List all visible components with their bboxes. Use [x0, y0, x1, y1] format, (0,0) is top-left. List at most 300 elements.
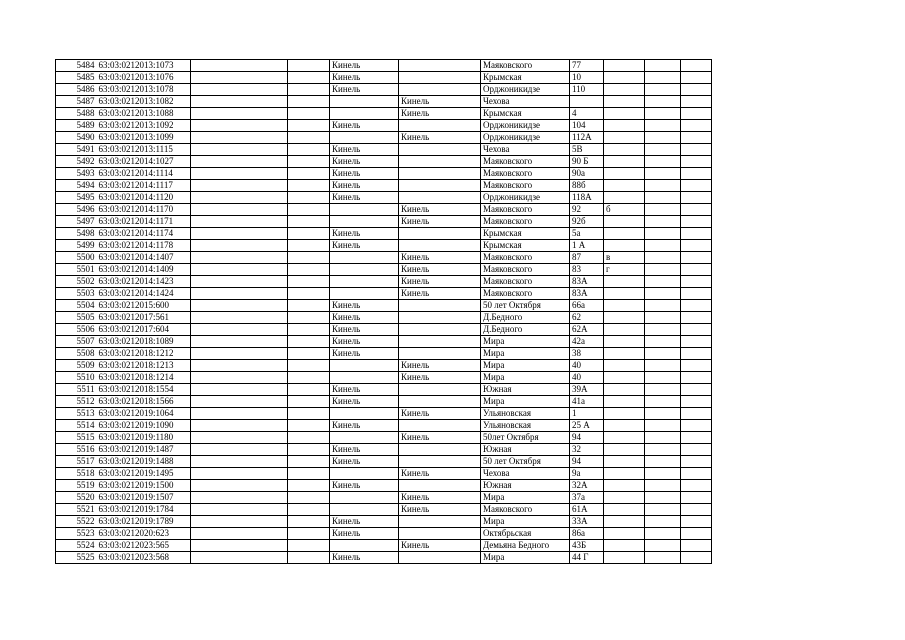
suffix-cell	[604, 180, 645, 192]
house-cell: 62А	[570, 324, 604, 336]
col-empty-1	[191, 408, 288, 420]
col-empty-3	[645, 516, 681, 528]
street-cell: Чехова	[481, 468, 570, 480]
col-empty-2	[288, 72, 330, 84]
house-cell	[570, 96, 604, 108]
city-cell	[330, 216, 399, 228]
suffix-cell	[604, 480, 645, 492]
table-row	[56, 252, 712, 264]
house-cell: 104	[570, 120, 604, 132]
table-row	[56, 300, 712, 312]
city-alt-cell: Кинель	[399, 360, 481, 372]
table-row	[56, 60, 712, 72]
street-cell: Маяковского	[481, 264, 570, 276]
row-number: 5486	[56, 84, 97, 96]
row-number: 5485	[56, 72, 97, 84]
col-empty-4	[681, 324, 712, 336]
city-alt-cell	[399, 336, 481, 348]
city-cell	[330, 372, 399, 384]
house-cell: 92б	[570, 216, 604, 228]
col-empty-4	[681, 516, 712, 528]
city-cell: Кинель	[330, 456, 399, 468]
row-number: 5504	[56, 300, 97, 312]
table-row	[56, 264, 712, 276]
table-row	[56, 384, 712, 396]
col-empty-3	[645, 156, 681, 168]
house-cell: 10	[570, 72, 604, 84]
city-cell: Кинель	[330, 528, 399, 540]
house-cell: 94	[570, 432, 604, 444]
cadastral-number: 63:03:0212014:1178	[97, 240, 191, 252]
col-empty-2	[288, 528, 330, 540]
city-cell	[330, 276, 399, 288]
house-cell: 42а	[570, 336, 604, 348]
cadastral-number: 63:03:0212014:1117	[97, 180, 191, 192]
city-cell	[330, 96, 399, 108]
street-cell: Мира	[481, 336, 570, 348]
row-number: 5522	[56, 516, 97, 528]
col-empty-1	[191, 120, 288, 132]
house-cell: 66а	[570, 300, 604, 312]
col-empty-3	[645, 384, 681, 396]
row-number: 5520	[56, 492, 97, 504]
street-cell: Маяковского	[481, 276, 570, 288]
house-cell: 1 А	[570, 240, 604, 252]
street-cell: Маяковского	[481, 204, 570, 216]
suffix-cell	[604, 324, 645, 336]
col-empty-3	[645, 324, 681, 336]
table-row	[56, 204, 712, 216]
col-empty-1	[191, 228, 288, 240]
cadastral-number: 63:03:0212018:1089	[97, 336, 191, 348]
city-cell	[330, 252, 399, 264]
suffix-cell	[604, 312, 645, 324]
street-cell: Демьяна Бедного	[481, 540, 570, 552]
suffix-cell: б	[604, 204, 645, 216]
table-row	[56, 132, 712, 144]
cadastral-number: 63:03:0212019:1495	[97, 468, 191, 480]
suffix-cell	[604, 408, 645, 420]
col-empty-2	[288, 348, 330, 360]
col-empty-3	[645, 84, 681, 96]
row-number: 5509	[56, 360, 97, 372]
col-empty-3	[645, 72, 681, 84]
suffix-cell	[604, 444, 645, 456]
suffix-cell	[604, 372, 645, 384]
city-alt-cell	[399, 228, 481, 240]
col-empty-4	[681, 372, 712, 384]
table-row	[56, 96, 712, 108]
house-cell: 90 Б	[570, 156, 604, 168]
city-cell: Кинель	[330, 396, 399, 408]
col-empty-2	[288, 300, 330, 312]
suffix-cell	[604, 540, 645, 552]
street-cell: Мира	[481, 396, 570, 408]
city-alt-cell: Кинель	[399, 540, 481, 552]
suffix-cell	[604, 192, 645, 204]
table-row	[56, 348, 712, 360]
col-empty-4	[681, 264, 712, 276]
col-empty-2	[288, 324, 330, 336]
col-empty-1	[191, 456, 288, 468]
cadastral-number: 63:03:0212023:565	[97, 540, 191, 552]
col-empty-4	[681, 108, 712, 120]
street-cell: Мира	[481, 552, 570, 564]
city-alt-cell	[399, 240, 481, 252]
col-empty-2	[288, 432, 330, 444]
col-empty-3	[645, 420, 681, 432]
table-row	[56, 540, 712, 552]
col-empty-1	[191, 240, 288, 252]
street-cell: Маяковского	[481, 180, 570, 192]
col-empty-4	[681, 192, 712, 204]
col-empty-1	[191, 432, 288, 444]
street-cell: Орджоникидзе	[481, 84, 570, 96]
city-cell: Кинель	[330, 420, 399, 432]
city-cell: Кинель	[330, 312, 399, 324]
table-row	[56, 396, 712, 408]
cadastral-number: 63:03:0212014:1170	[97, 204, 191, 216]
street-cell: Южная	[481, 384, 570, 396]
col-empty-3	[645, 96, 681, 108]
house-cell: 40	[570, 360, 604, 372]
city-cell: Кинель	[330, 180, 399, 192]
city-cell: Кинель	[330, 60, 399, 72]
cadastral-number: 63:03:0212019:1500	[97, 480, 191, 492]
street-cell: Маяковского	[481, 216, 570, 228]
table-row	[56, 372, 712, 384]
city-cell: Кинель	[330, 192, 399, 204]
suffix-cell	[604, 168, 645, 180]
row-number: 5491	[56, 144, 97, 156]
cadastral-number: 63:03:0212013:1088	[97, 108, 191, 120]
city-alt-cell: Кинель	[399, 108, 481, 120]
col-empty-1	[191, 492, 288, 504]
city-alt-cell	[399, 384, 481, 396]
city-cell: Кинель	[330, 144, 399, 156]
col-empty-1	[191, 276, 288, 288]
col-empty-2	[288, 492, 330, 504]
col-empty-2	[288, 552, 330, 564]
suffix-cell: в	[604, 252, 645, 264]
table-row	[56, 480, 712, 492]
suffix-cell	[604, 516, 645, 528]
city-alt-cell: Кинель	[399, 216, 481, 228]
street-cell: Орджоникидзе	[481, 120, 570, 132]
street-cell: Чехова	[481, 144, 570, 156]
suffix-cell	[604, 228, 645, 240]
city-alt-cell	[399, 192, 481, 204]
col-empty-3	[645, 312, 681, 324]
street-cell: Октябрьская	[481, 528, 570, 540]
cadastral-number: 63:03:0212018:1566	[97, 396, 191, 408]
suffix-cell	[604, 420, 645, 432]
house-cell: 61А	[570, 504, 604, 516]
city-alt-cell	[399, 300, 481, 312]
col-empty-1	[191, 360, 288, 372]
col-empty-3	[645, 180, 681, 192]
street-cell: Ульяновская	[481, 408, 570, 420]
col-empty-2	[288, 312, 330, 324]
col-empty-2	[288, 204, 330, 216]
col-empty-4	[681, 480, 712, 492]
col-empty-4	[681, 420, 712, 432]
city-cell: Кинель	[330, 480, 399, 492]
col-empty-2	[288, 228, 330, 240]
city-cell	[330, 468, 399, 480]
col-empty-4	[681, 348, 712, 360]
table-row	[56, 240, 712, 252]
col-empty-1	[191, 72, 288, 84]
street-cell: Мира	[481, 348, 570, 360]
cadastral-number: 63:03:0212019:1064	[97, 408, 191, 420]
house-cell: 4	[570, 108, 604, 120]
col-empty-1	[191, 528, 288, 540]
table-row	[56, 420, 712, 432]
col-empty-2	[288, 468, 330, 480]
suffix-cell	[604, 84, 645, 96]
suffix-cell	[604, 456, 645, 468]
col-empty-1	[191, 516, 288, 528]
suffix-cell	[604, 216, 645, 228]
city-alt-cell: Кинель	[399, 504, 481, 516]
col-empty-3	[645, 348, 681, 360]
cadastral-number: 63:03:0212014:1027	[97, 156, 191, 168]
col-empty-3	[645, 204, 681, 216]
street-cell: Крымская	[481, 228, 570, 240]
col-empty-3	[645, 192, 681, 204]
street-cell: 50 лет Октября	[481, 456, 570, 468]
city-alt-cell	[399, 528, 481, 540]
row-number: 5523	[56, 528, 97, 540]
col-empty-1	[191, 396, 288, 408]
cadastral-number: 63:03:0212014:1114	[97, 168, 191, 180]
city-alt-cell	[399, 324, 481, 336]
col-empty-1	[191, 192, 288, 204]
col-empty-2	[288, 456, 330, 468]
row-number: 5490	[56, 132, 97, 144]
col-empty-2	[288, 396, 330, 408]
city-alt-cell	[399, 396, 481, 408]
col-empty-4	[681, 60, 712, 72]
house-cell: 32	[570, 444, 604, 456]
row-number: 5488	[56, 108, 97, 120]
col-empty-1	[191, 540, 288, 552]
street-cell: Крымская	[481, 72, 570, 84]
cadastral-number: 63:03:0212020:623	[97, 528, 191, 540]
city-cell	[330, 264, 399, 276]
street-cell: 50 лет Октября	[481, 300, 570, 312]
col-empty-3	[645, 360, 681, 372]
city-alt-cell	[399, 312, 481, 324]
col-empty-1	[191, 288, 288, 300]
table-row	[56, 408, 712, 420]
col-empty-4	[681, 288, 712, 300]
col-empty-3	[645, 216, 681, 228]
suffix-cell	[604, 96, 645, 108]
col-empty-3	[645, 288, 681, 300]
col-empty-1	[191, 420, 288, 432]
city-alt-cell	[399, 516, 481, 528]
street-cell: Мира	[481, 360, 570, 372]
table-row	[56, 192, 712, 204]
col-empty-1	[191, 480, 288, 492]
cadastral-number: 63:03:0212014:1407	[97, 252, 191, 264]
house-cell: 40	[570, 372, 604, 384]
house-cell: 39А	[570, 384, 604, 396]
city-cell: Кинель	[330, 348, 399, 360]
cadastral-number: 63:03:0212014:1409	[97, 264, 191, 276]
col-empty-2	[288, 144, 330, 156]
city-cell	[330, 540, 399, 552]
table-row	[56, 492, 712, 504]
row-number: 5525	[56, 552, 97, 564]
table-row	[56, 456, 712, 468]
cadastral-number: 63:03:0212014:1423	[97, 276, 191, 288]
house-cell: 32А	[570, 480, 604, 492]
cadastral-number: 63:03:0212015:600	[97, 300, 191, 312]
suffix-cell	[604, 276, 645, 288]
col-empty-4	[681, 120, 712, 132]
col-empty-1	[191, 96, 288, 108]
row-number: 5484	[56, 60, 97, 72]
cadastral-number: 63:03:0212013:1099	[97, 132, 191, 144]
city-alt-cell	[399, 180, 481, 192]
col-empty-4	[681, 168, 712, 180]
row-number: 5515	[56, 432, 97, 444]
col-empty-4	[681, 252, 712, 264]
col-empty-1	[191, 84, 288, 96]
col-empty-4	[681, 336, 712, 348]
city-alt-cell	[399, 168, 481, 180]
cadastral-number: 63:03:0212014:1424	[97, 288, 191, 300]
col-empty-4	[681, 276, 712, 288]
table-row	[56, 312, 712, 324]
city-alt-cell: Кинель	[399, 288, 481, 300]
table-row	[56, 360, 712, 372]
street-cell: 50лет Октября	[481, 432, 570, 444]
cadastral-number: 63:03:0212019:1487	[97, 444, 191, 456]
col-empty-2	[288, 192, 330, 204]
col-empty-2	[288, 168, 330, 180]
suffix-cell	[604, 468, 645, 480]
col-empty-4	[681, 84, 712, 96]
col-empty-1	[191, 252, 288, 264]
house-cell: 83А	[570, 276, 604, 288]
col-empty-3	[645, 168, 681, 180]
data-table	[55, 59, 712, 564]
suffix-cell	[604, 504, 645, 516]
city-cell	[330, 408, 399, 420]
col-empty-4	[681, 396, 712, 408]
col-empty-3	[645, 492, 681, 504]
col-empty-3	[645, 444, 681, 456]
house-cell: 41а	[570, 396, 604, 408]
city-alt-cell: Кинель	[399, 408, 481, 420]
cadastral-number: 63:03:0212013:1073	[97, 60, 191, 72]
row-number: 5493	[56, 168, 97, 180]
suffix-cell	[604, 492, 645, 504]
city-alt-cell: Кинель	[399, 492, 481, 504]
suffix-cell	[604, 384, 645, 396]
col-empty-4	[681, 72, 712, 84]
house-cell: 83А	[570, 288, 604, 300]
col-empty-1	[191, 132, 288, 144]
col-empty-2	[288, 360, 330, 372]
table-row	[56, 72, 712, 84]
street-cell: Мира	[481, 372, 570, 384]
city-cell: Кинель	[330, 228, 399, 240]
city-cell: Кинель	[330, 336, 399, 348]
cadastral-number: 63:03:0212019:1090	[97, 420, 191, 432]
table-row	[56, 444, 712, 456]
suffix-cell	[604, 396, 645, 408]
city-cell: Кинель	[330, 552, 399, 564]
col-empty-4	[681, 360, 712, 372]
col-empty-3	[645, 480, 681, 492]
col-empty-3	[645, 372, 681, 384]
table-row	[56, 288, 712, 300]
col-empty-1	[191, 348, 288, 360]
col-empty-3	[645, 456, 681, 468]
col-empty-4	[681, 384, 712, 396]
street-cell: Южная	[481, 444, 570, 456]
suffix-cell	[604, 72, 645, 84]
city-cell	[330, 492, 399, 504]
col-empty-3	[645, 108, 681, 120]
city-alt-cell	[399, 72, 481, 84]
col-empty-3	[645, 540, 681, 552]
house-cell: 62	[570, 312, 604, 324]
cadastral-number: 63:03:0212019:1789	[97, 516, 191, 528]
col-empty-3	[645, 252, 681, 264]
row-number: 5514	[56, 420, 97, 432]
cadastral-number: 63:03:0212018:1212	[97, 348, 191, 360]
city-cell	[330, 360, 399, 372]
cadastral-number: 63:03:0212017:561	[97, 312, 191, 324]
col-empty-1	[191, 156, 288, 168]
col-empty-2	[288, 384, 330, 396]
col-empty-2	[288, 180, 330, 192]
col-empty-4	[681, 144, 712, 156]
table-row	[56, 120, 712, 132]
row-number: 5516	[56, 444, 97, 456]
table-row	[56, 228, 712, 240]
house-cell: 112А	[570, 132, 604, 144]
table-row	[56, 528, 712, 540]
col-empty-4	[681, 540, 712, 552]
suffix-cell	[604, 60, 645, 72]
house-cell: 83	[570, 264, 604, 276]
house-cell: 33А	[570, 516, 604, 528]
cadastral-number: 63:03:0212013:1082	[97, 96, 191, 108]
col-empty-3	[645, 432, 681, 444]
col-empty-2	[288, 108, 330, 120]
col-empty-1	[191, 216, 288, 228]
col-empty-4	[681, 432, 712, 444]
col-empty-1	[191, 264, 288, 276]
row-number: 5513	[56, 408, 97, 420]
cadastral-number: 63:03:0212014:1120	[97, 192, 191, 204]
street-cell: Чехова	[481, 96, 570, 108]
city-alt-cell	[399, 144, 481, 156]
house-cell: 87	[570, 252, 604, 264]
suffix-cell	[604, 336, 645, 348]
col-empty-2	[288, 420, 330, 432]
suffix-cell	[604, 132, 645, 144]
row-number: 5495	[56, 192, 97, 204]
col-empty-1	[191, 60, 288, 72]
